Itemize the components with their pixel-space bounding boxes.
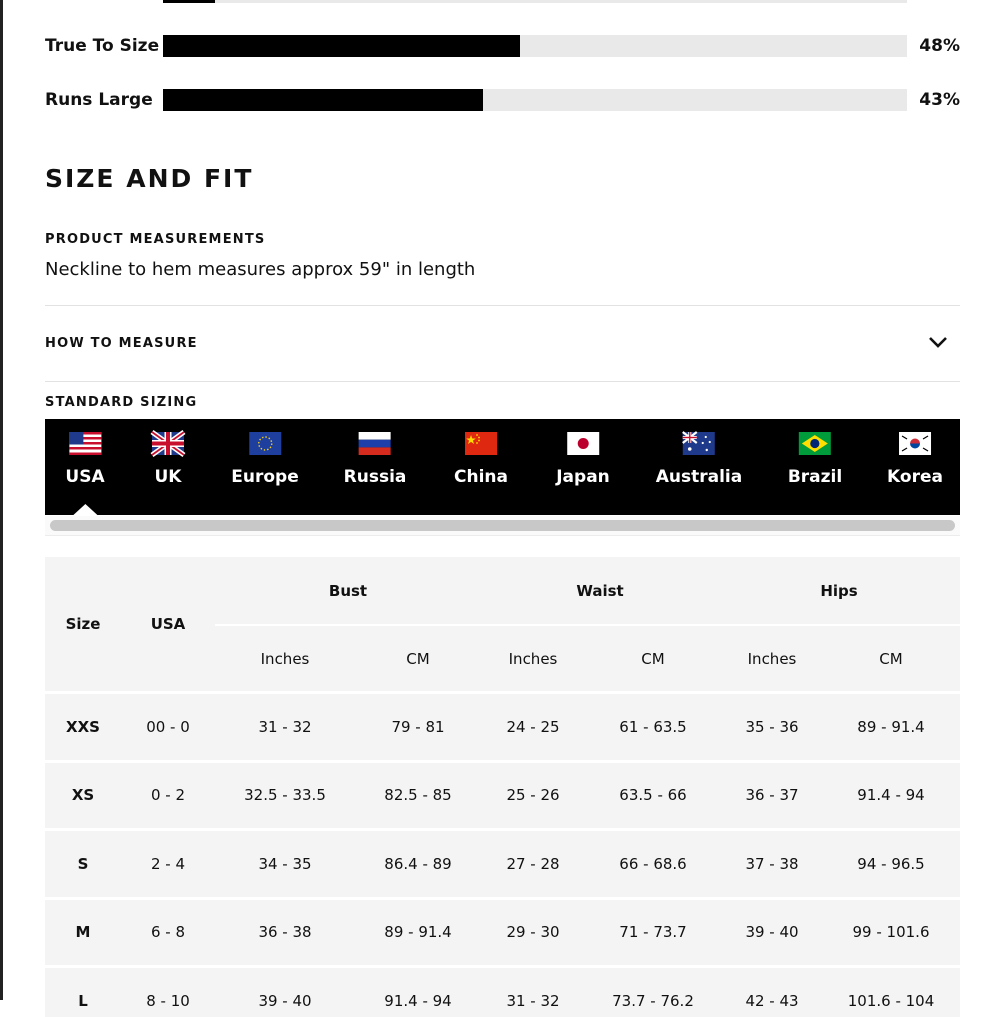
table-cell: 89 - 91.4 (857, 717, 925, 736)
country-tab-japan[interactable] (556, 419, 610, 515)
product-measurements-heading: PRODUCT MEASUREMENTS (45, 232, 266, 247)
table-cell: 39 - 40 (745, 923, 799, 942)
row-divider (45, 760, 960, 763)
country-tab-usa[interactable] (65, 419, 104, 515)
table-cell: 91.4 - 94 (857, 786, 925, 805)
column-group-bust: Bust (328, 582, 368, 600)
country-name: Japan (556, 467, 610, 487)
standard-sizing-heading: STANDARD SIZING (45, 395, 198, 410)
table-cell: 73.7 - 76.2 (612, 991, 694, 1010)
size-cell: XXS (66, 717, 100, 736)
column-header-unit: Inches (747, 650, 797, 668)
fit-rating-bar (163, 89, 907, 111)
table-cell: 91.4 - 94 (384, 991, 452, 1010)
fit-rating-bar (163, 35, 907, 57)
scrollbar-thumb[interactable] (50, 520, 955, 531)
table-cell: 63.5 - 66 (619, 786, 687, 805)
table-cell: 24 - 25 (506, 717, 560, 736)
table-cell: 27 - 28 (506, 854, 560, 873)
table-cell: 101.6 - 104 (847, 991, 935, 1010)
russia-flag-icon (359, 432, 391, 455)
header-divider (215, 624, 960, 626)
page-left-border (0, 0, 3, 1000)
table-cell: 25 - 26 (506, 786, 560, 805)
table-cell: 34 - 35 (258, 854, 312, 873)
table-cell: 42 - 43 (745, 991, 799, 1010)
table-cell: 99 - 101.6 (852, 923, 930, 942)
table-cell: 89 - 91.4 (384, 923, 452, 942)
country-tab-europe[interactable] (231, 419, 298, 515)
australia-flag-icon (683, 432, 715, 455)
fit-rating-percent: 43% (919, 90, 960, 110)
row-divider (45, 828, 960, 831)
table-cell: 37 - 38 (745, 854, 799, 873)
country-name: UK (154, 467, 182, 487)
how-to-measure-toggle[interactable] (45, 306, 960, 381)
japan-flag-icon (567, 432, 599, 455)
country-name: Russia (343, 467, 407, 487)
korea-flag-icon (899, 432, 931, 455)
country-name: Brazil (787, 467, 843, 487)
country-name: Australia (655, 467, 743, 487)
fit-rating-bar-fill (163, 89, 483, 111)
table-cell: 35 - 36 (745, 717, 799, 736)
table-cell: 82.5 - 85 (384, 786, 452, 805)
table-cell: 86.4 - 89 (384, 854, 452, 873)
row-divider (45, 965, 960, 968)
brazil-flag-icon (799, 432, 831, 455)
us-flag-icon (69, 432, 101, 455)
country-selector (45, 419, 960, 515)
table-cell: 36 - 37 (745, 786, 799, 805)
china-flag-icon (465, 432, 497, 455)
table-cell: 6 - 8 (150, 923, 186, 942)
column-header-unit: CM (879, 650, 903, 668)
section-title: SIZE AND FIT (45, 164, 254, 193)
country-tab-uk[interactable] (152, 419, 184, 515)
country-name: China (454, 467, 508, 487)
fit-rating-bar-fill (163, 35, 520, 57)
column-header-size: Size (65, 615, 101, 633)
fit-rating-runs-large (45, 85, 960, 115)
column-header-region: USA (150, 615, 186, 633)
column-group-waist: Waist (576, 582, 624, 600)
uk-flag-icon (152, 432, 184, 455)
table-cell: 32.5 - 33.5 (244, 786, 326, 805)
table-cell: 29 - 30 (506, 923, 560, 942)
row-divider (45, 691, 960, 694)
table-cell: 61 - 63.5 (619, 717, 687, 736)
country-tab-russia[interactable] (344, 419, 407, 515)
size-cell: XS (71, 786, 95, 805)
table-cell: 31 - 32 (258, 717, 312, 736)
country-tab-china[interactable] (454, 419, 508, 515)
table-cell: 0 - 2 (150, 786, 186, 805)
column-header-unit: Inches (508, 650, 558, 668)
fit-rating-true-to-size (45, 31, 960, 61)
fit-rating-label: True To Size (45, 36, 160, 56)
column-header-unit: Inches (260, 650, 310, 668)
size-cell: L (78, 991, 88, 1010)
country-tab-australia[interactable] (656, 419, 743, 515)
fit-rating-label: Runs Large (45, 90, 153, 110)
row-divider (45, 897, 960, 900)
how-to-measure-label: HOW TO MEASURE (45, 336, 198, 351)
size-cell: S (77, 854, 89, 873)
table-cell: 66 - 68.6 (619, 854, 687, 873)
size-chart-table (45, 557, 960, 1017)
table-cell: 36 - 38 (258, 923, 312, 942)
table-cell: 8 - 10 (146, 991, 190, 1010)
table-cell: 00 - 0 (146, 717, 190, 736)
column-header-unit: CM (641, 650, 665, 668)
eu-flag-icon (249, 432, 281, 455)
table-cell: 79 - 81 (391, 717, 445, 736)
table-cell: 94 - 96.5 (857, 854, 925, 873)
table-cell: 31 - 32 (506, 991, 560, 1010)
size-cell: M (75, 923, 91, 942)
table-cell: 71 - 73.7 (619, 923, 687, 942)
country-scrollbar[interactable] (45, 516, 960, 536)
country-tab-brazil[interactable] (788, 419, 842, 515)
country-tab-korea[interactable] (887, 419, 943, 515)
active-tab-indicator (73, 504, 97, 515)
column-group-hips: Hips (820, 582, 858, 600)
table-cell: 2 - 4 (150, 854, 186, 873)
column-header-unit: CM (406, 650, 430, 668)
fit-rating-partial (163, 0, 907, 3)
country-name: USA (65, 467, 105, 487)
table-cell: 39 - 40 (258, 991, 312, 1010)
fit-rating-percent: 48% (919, 36, 960, 56)
country-name: Europe (231, 467, 299, 487)
product-measurements-text: Neckline to hem measures approx 59" in length (45, 259, 476, 280)
divider (45, 381, 960, 382)
country-name: Korea (887, 467, 943, 487)
chevron-down-icon[interactable] (928, 334, 948, 350)
